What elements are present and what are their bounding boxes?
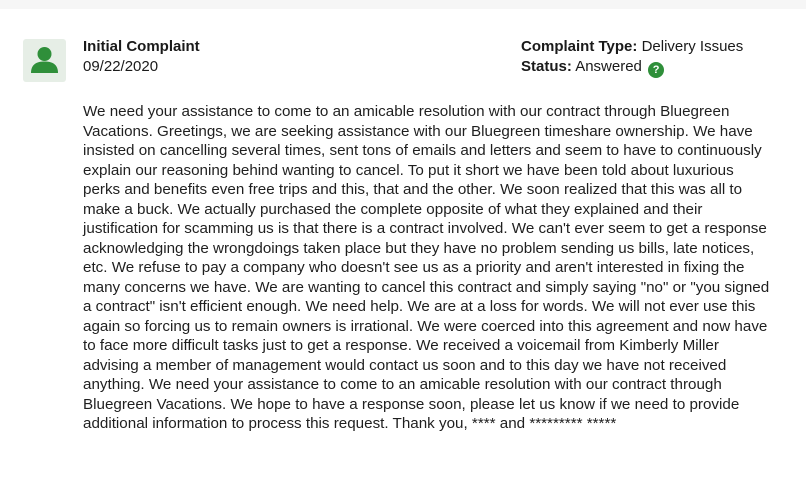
complaint-header-left <box>83 37 200 77</box>
user-icon <box>23 39 66 82</box>
complaint-header-right <box>521 37 761 78</box>
complaint-type-label: Complaint Type: <box>521 38 638 55</box>
complaint-date: 09/22/2020 <box>83 58 159 75</box>
complaint-type-value: Delivery Issues <box>641 38 744 55</box>
status-label: Status: <box>521 58 572 75</box>
help-circle-icon[interactable]: ? <box>648 62 664 78</box>
top-divider-strip <box>0 0 806 9</box>
complaint-heading: Initial Complaint <box>83 38 200 55</box>
complaint-status-row <box>521 57 761 78</box>
complaint-type-row <box>521 37 761 57</box>
complaint-body-text: We need your assistance to come to an amicable resolution with our contract through Bluegreen Vacations. Greetings, we are seeking assistance with our Bluegreen timeshare ownership. We have insisted on cancelling several times, sent tons of emails and letters and seem to have to continuously explain our reasoning behind wanting to cancel. To put it short we have been told about luxurious perks and benefits even free trips and this, that and the other. We soon realized that this was all to make a buck. We actually purchased the complete opposite of what they explained and their justification for scamming us is that there is a contract involved. We can't ever seem to get a response acknowledging the wrongdoings taken place but they have no problem sending us bills, late notices, etc. We refuse to pay a company who doesn't see us as a priority and aren't interested in fixing the many concerns we have. We are wanting to cancel this contract and simply saying "no" or "you signed a contract" isn't efficient enough. We need help. We are at a loss for words. We will not ever use this again so forcing us to remain owners is irrational. We were coerced into this agreement and now have to face more difficult tasks just to get a response. We received a voicemail from Kimberly Miller advising a member of management would contact us soon and to this day we have not received anything. We need your assistance to come to an amicable resolution with our contract through Bluegreen Vacations. We hope to have a response soon, please let us know if we need to provide additional information to process this request. Thank you, **** and ********* ***** <box>83 103 770 432</box>
status-value: Answered <box>575 58 642 75</box>
complaint-card <box>0 9 806 502</box>
